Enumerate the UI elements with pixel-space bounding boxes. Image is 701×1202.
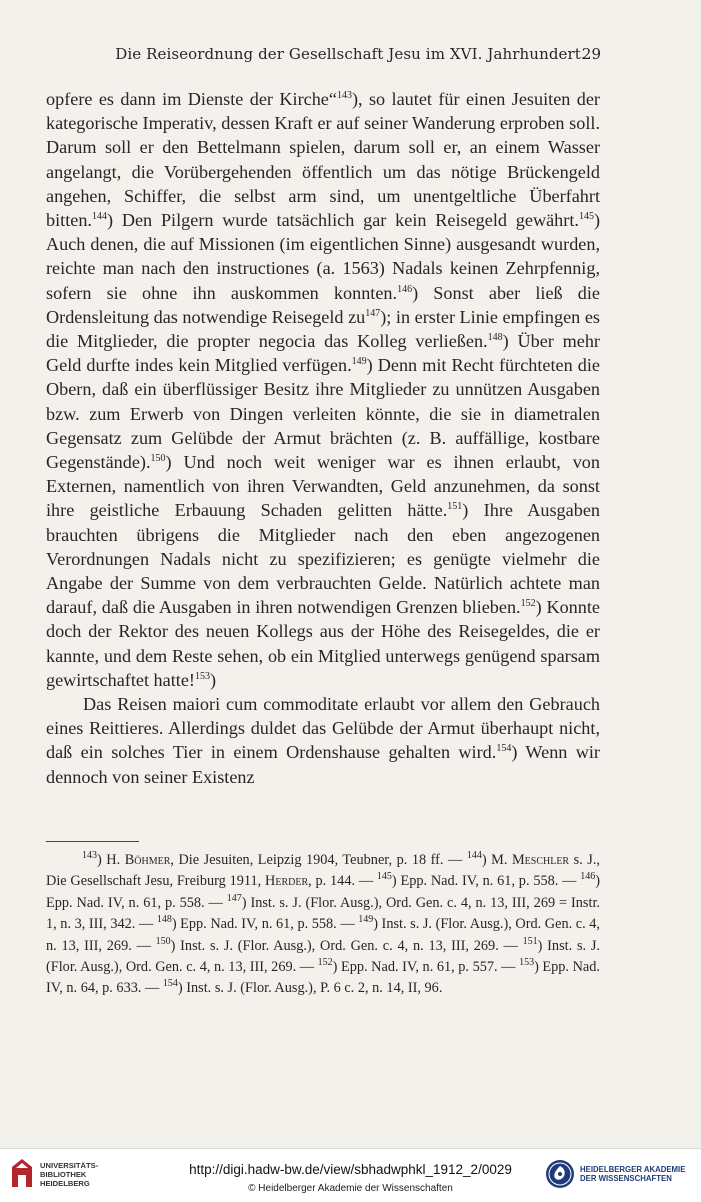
page-header: [0, 45, 701, 69]
footnote-number: 153: [519, 957, 535, 969]
footnote-ref[interactable]: 151: [447, 501, 463, 513]
footnote-ref[interactable]: 147: [365, 307, 381, 319]
footnote-number: 151: [522, 935, 538, 947]
academy-seal-icon[interactable]: [545, 1159, 575, 1189]
footnote-number: 152: [317, 957, 333, 969]
paragraph-1: opfere es dann im Dienste der Kirche“$^{143}$), so lautet für einen Jesuiten der kategorische Imperativ, dessen Kraft er auf seiner Wanderung erproben soll. Darum soll er den Bettelmann spielen, darum soll er, an einem Wasser angelangt, die Vorübergehenden öffentlich um das nötige Brückengeld angehen, Schiffer, die selbst arm sind, um unentgeltliche Überfahrt bitten.$^{144}$) Den Pilgern wurde tatsächlich gar kein Reisegeld gewährt.$^{145}$) Auch denen, die auf Missionen (im eigentlichen Sinne) ausgesandt wurden, reichte man nach den instructiones (a. 1563) Nadals keinen Zehrpfennig, sofern sie ohne ihn auskommen konnten.$^{146}$) Sonst aber ließ die Ordensleitung das notwendige Reisegeld $zu^{147}$); in erster Linie empfingen es die Mitglieder, die propter negocia das Kolleg verließen.$^{148}$) Über mehr Geld durfte indes kein Mitglied verfügen.$^{149}$) Denn mit Recht fürchteten die Obern, daß ein überflüssiger Besitz ihre Mitglieder zu unnützen Ausgaben bzw. zum Erwerb von Dingen verleiten könnte, die sie in diametralen Gegensatz zum Gelübde der Armut brächten (z. B. auffällige, kostbare Gegenstände).$^{150}$) Und noch weit weniger war es ihnen erlaubt, von Externen, namentlich von ihren Verwandten, Geld anzunehmen, da sonst ihre geistliche Erbauung Schaden gelitten hätte.$^{151}$) Ihre Ausgaben brauchten übrigens die Mitglieder nach den eben angezogenen Verordnungen Nadals nicht zu spezifizieren; es genügte vielmehr die Angabe der Summe von dem verbrauchten Gelde. Natürlich achtete man darauf, daß die Ausgaben in ihren notwendigen Grenzen blieben.$^{152}$) Konnte doch der Rektor des neuen Kollegs aus der Höhe des Reisegeldes, die er kannte, und dem Reste sehen, ob ein Mitglied unterwegs genügend sparsam gewirtschaftet hatte!$^{153}$): [46, 89, 600, 690]
academy-name[interactable]: HEIDELBERGER AKADEMIE DER WISSENSCHAFTEN: [580, 1165, 686, 1183]
footnote-ref[interactable]: 148: [487, 331, 503, 343]
running-head: Die Reiseordnung der Gesellschaft Jesu im XVI. Jahrhundert.: [115, 45, 586, 63]
footnote-number: 148: [156, 914, 172, 926]
footnote-number: 154: [162, 978, 178, 990]
footnote-ref[interactable]: 143: [336, 89, 352, 101]
permalink-url[interactable]: http://digi.hadw-bw.de/view/sbhadwphkl_1912_2/0029: [189, 1162, 512, 1177]
footnote-number: 150: [155, 935, 171, 947]
footnote-ref[interactable]: 146: [397, 283, 413, 295]
paragraph-2: Das Reisen maiori cum commoditate erlaubt vor allem den Gebrauch eines Reittieres. Allerdings duldet das Gelübde der Armut überhaupt nicht, daß ein solches Tier in einem Ordenshause gehalten wird.$^{154}$) Wenn wir dennoch von seiner Existenz: [46, 694, 600, 787]
footnote-number: 145: [376, 871, 392, 883]
footnote-ref[interactable]: 145: [578, 210, 594, 222]
footnotes: [46, 850, 600, 1000]
footnote-number: 144: [466, 850, 482, 862]
footnote-block: $^{143}$) H. Böhmer, Die Jesuiten, Leipzig 1904, Teubner, p. 18 ff. — $^{144}$) M. Meschler s. J., Die Gesellschaft Jesu, Freiburg 1911, Herder, p. 144. — $^{145}$) Epp. Nad. IV, n. 61, p. 558. — $^{146}$) Epp. Nad. IV, n. 61, p. 558. — $^{147}$) Inst. s. J. (Flor. Ausg.), Ord. Gen. c. 4, n. 13, III, 269 = Instr. 1, n. 3, III, 342. — $^{148}$) Epp. Nad. IV, n. 61, p. 558. — $^{149}$) Inst. s. J. (Flor. Ausg.), Ord. Gen. c. 4, n. 13, III, 269. — $^{150}$) Inst. s. J. (Flor. Ausg.), Ord. Gen. c. 4, n. 13, III, 269. — $^{151}$) Inst. s. J. (Flor. Ausg.), Ord. Gen. c. 4, n. 13, III, 269. — $^{152}$) Epp. Nad. IV, n. 61, p. 557. — $^{153}$) Epp. Nad. IV, n. 64, p. 633. — $^{154}$) Inst. s. J. (Flor. Ausg.), P. 6 c. 2, n. 14, II, 96.: [46, 850, 601, 997]
copyright-notice: © Heidelberger Akademie der Wissenschaften: [248, 1183, 453, 1194]
footnote-number: 143: [82, 850, 97, 862]
page-number: 29: [581, 45, 601, 63]
footnote-ref[interactable]: 152: [520, 598, 536, 610]
footnote-number: 146: [580, 871, 596, 883]
footnote-ref[interactable]: 144: [91, 210, 107, 222]
footnote-number: 147: [226, 893, 242, 905]
footnote-ref[interactable]: 150: [150, 452, 166, 464]
footnote-ref[interactable]: 153: [194, 670, 210, 682]
footnote-ref[interactable]: 154: [496, 743, 512, 755]
main-text: [46, 87, 600, 789]
viewer-footer: [0, 1148, 701, 1202]
footnote-rule: [46, 841, 139, 842]
university-library-name[interactable]: UNIVERSITÄTS- BIBLIOTHEK HEIDELBERG: [40, 1161, 99, 1188]
footnote-number: 149: [358, 914, 374, 926]
footnote-ref[interactable]: 149: [351, 356, 367, 368]
